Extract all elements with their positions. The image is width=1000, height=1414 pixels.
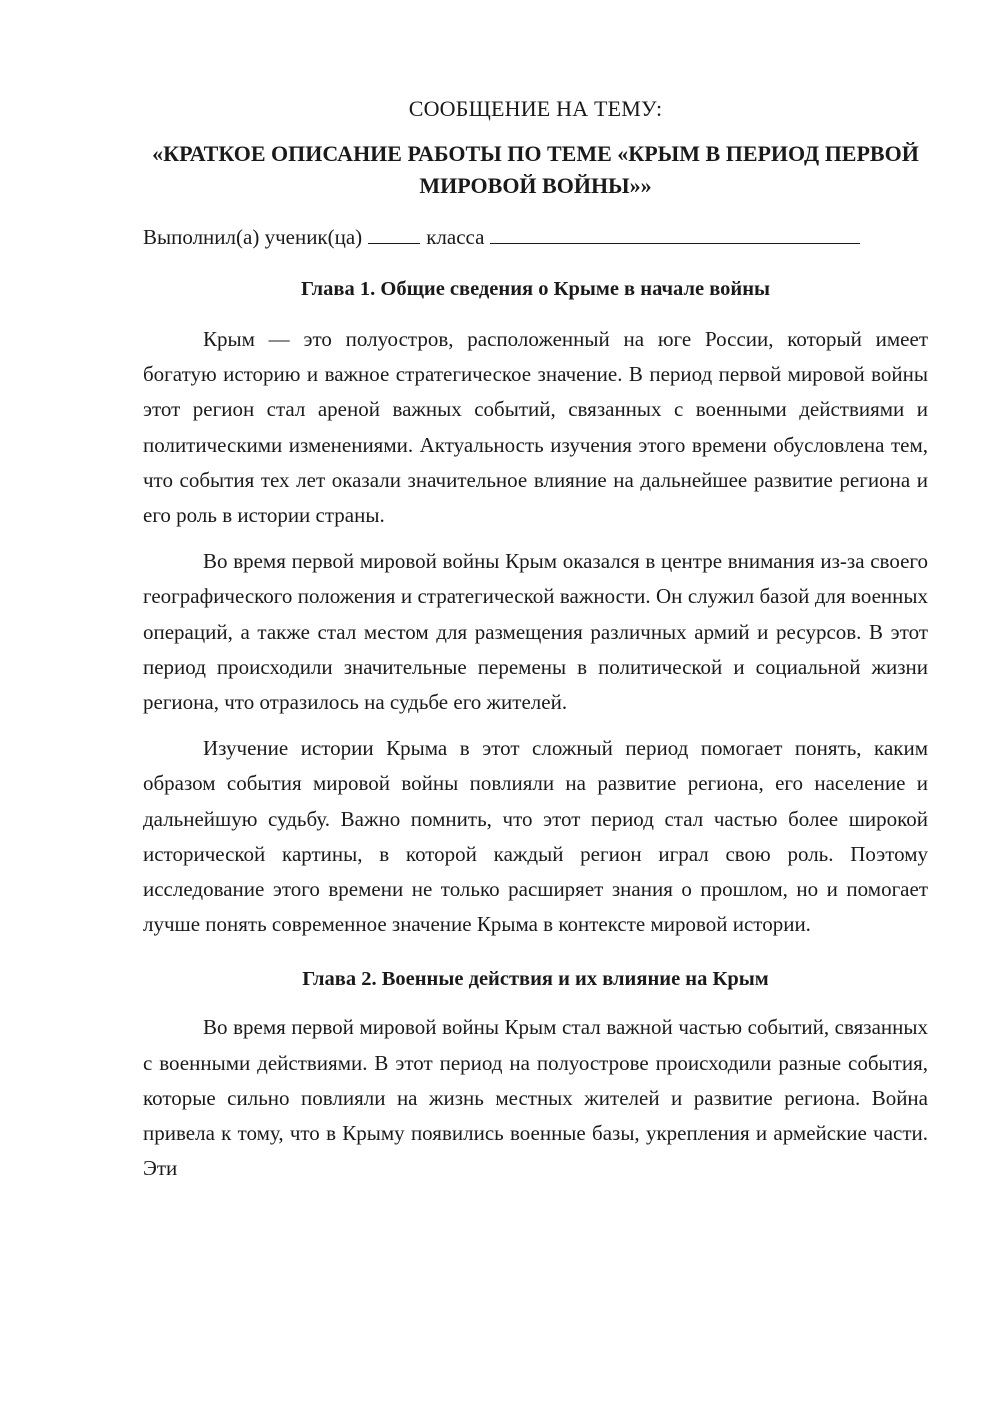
author-prefix: Выполнил(а) ученик(ца)	[143, 225, 363, 249]
grade-blank	[368, 223, 420, 244]
name-blank	[490, 223, 860, 244]
document-title: «КРАТКОЕ ОПИСАНИЕ РАБОТЫ ПО ТЕМЕ «КРЫМ В ПЕРИОД ПЕРВОЙ МИРОВОЙ ВОЙНЫ»»	[152, 141, 919, 198]
document-page	[143, 94, 928, 1197]
chapter-1-paragraph: Крым — это полуостров, расположенный на юге России, который имеет богатую историю и важное стратегическое значение. В период первой мировой войны этот регион стал ареной важных событий, связанных с военными действиями и политическими изменениями. Актуальность изучения этого времени обусловлена тем, что события тех лет оказали значительное влияние на дальнейшее развитие региона и его роль в истории страны.	[143, 327, 928, 528]
chapter-1-heading: Глава 1. Общие сведения о Крыме в начале войны	[300, 278, 771, 300]
chapter-1-paragraph: Изучение истории Крыма в этот сложный период помогает понять, каким образом события мировой войны повлияли на развитие региона, его население и дальнейшую судьбу. Важно помнить, что этот период стал частью более широкой исторической картины, в которой каждый регион играл свою роль. Поэтому исследование этого времени не только расширяет знания о прошлом, но и помогает лучше понять современное значение Крыма в контексте мировой истории.	[143, 736, 928, 937]
author-line	[143, 222, 928, 252]
author-middle: класса	[426, 225, 485, 249]
document-kicker: СООБЩЕНИЕ НА ТЕМУ:	[408, 96, 663, 121]
chapter-2-heading: Глава 2. Военные действия и их влияние на Крым	[302, 968, 769, 991]
chapter-2-paragraph: Во время первой мировой войны Крым стал важной частью событий, связанных с военными действиями. В этот период на полуострове происходили разные события, которые сильно повлияли на жизнь местных жителей и развитие региона. Война привела к тому, что в Крыму появились военные базы, укрепления и армейские части. Эти	[143, 1015, 928, 1181]
chapter-1-paragraph: Во время первой мировой войны Крым оказался в центре внимания из-за своего географического положения и стратегической важности. Он служил базой для военных операций, а также стал местом для размещения различных армий и ресурсов. В этот период происходили значительные перемены в политической и социальной жизни региона, что отразилось на судьбе его жителей.	[143, 549, 928, 715]
